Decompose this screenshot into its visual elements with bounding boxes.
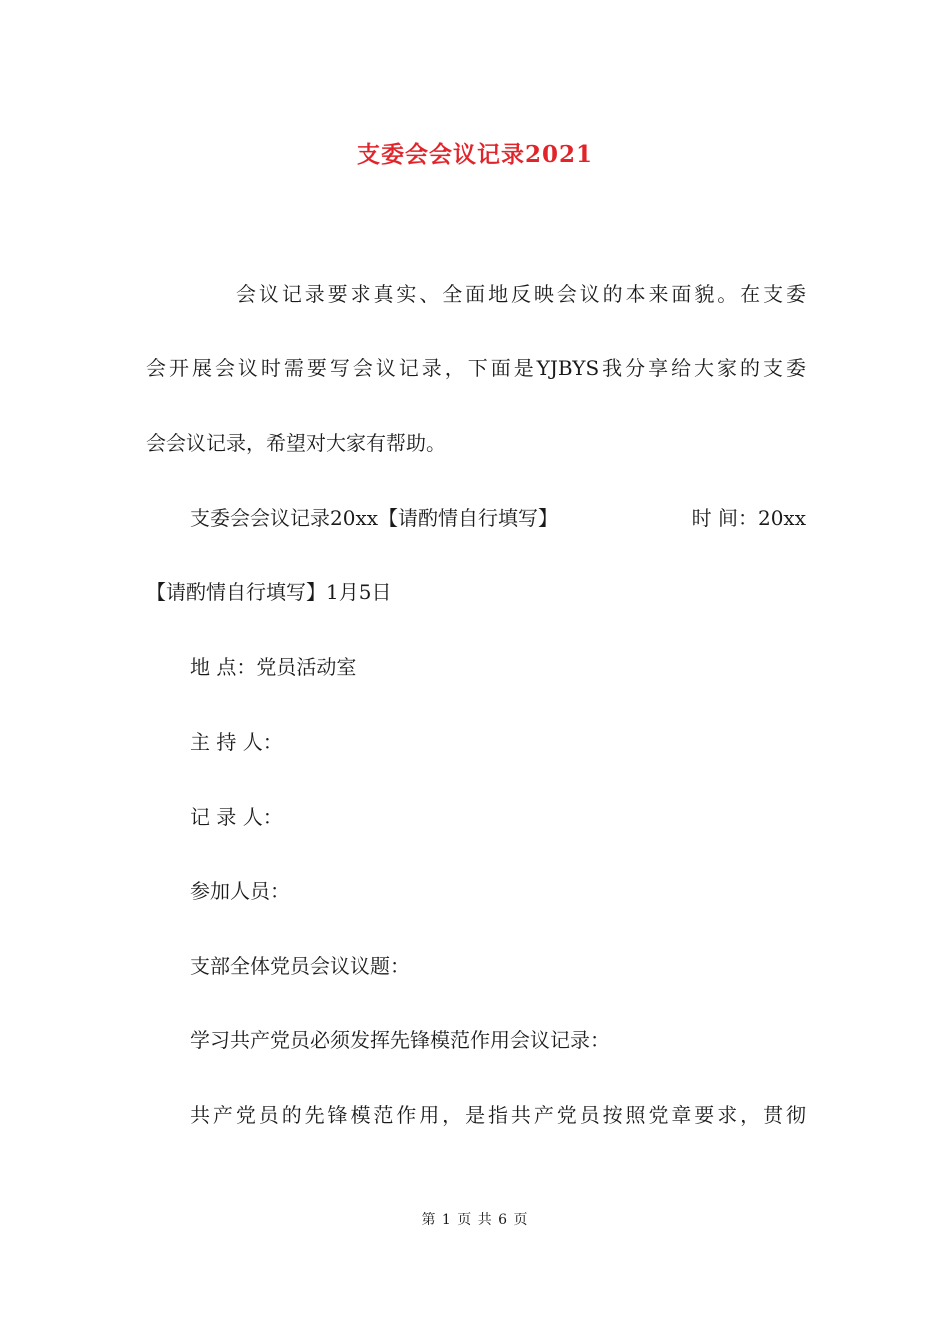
time-label: 时 间：20xx	[691, 506, 806, 530]
document-title: 支委会会议记录2021	[356, 141, 593, 168]
page-footer: 第 1 页 共 6 页	[421, 1212, 529, 1228]
intro-line-1: 会议记录要求真实、全面地反映会议的本来面貌。在支委	[236, 282, 806, 306]
place-line: 地 点：党员活动室	[190, 655, 357, 679]
host-line: 主 持 人：	[190, 730, 283, 754]
recorder-line: 记 录 人：	[190, 805, 283, 829]
record-heading-line	[190, 503, 806, 533]
time-value-line: 【请酌情自行填写】1月5日	[146, 580, 392, 604]
study-title-line: 学习共产党员必须发挥先锋模范作用会议记录：	[190, 1028, 610, 1052]
participants-line: 参加人员：	[190, 879, 290, 903]
intro-line-3: 会会议记录，希望对大家有帮助。	[146, 431, 446, 455]
body-line-1: 共产党员的先锋模范作用，是指共产党员按照党章要求，贯彻	[190, 1103, 806, 1127]
topic-line: 支部全体党员会议议题：	[190, 954, 410, 978]
intro-line-2: 会开展会议时需要写会议记录，下面是YJBYS我分享给大家的支委	[146, 356, 806, 380]
record-heading: 支委会会议记录20xx【请酌情自行填写】	[190, 506, 559, 530]
